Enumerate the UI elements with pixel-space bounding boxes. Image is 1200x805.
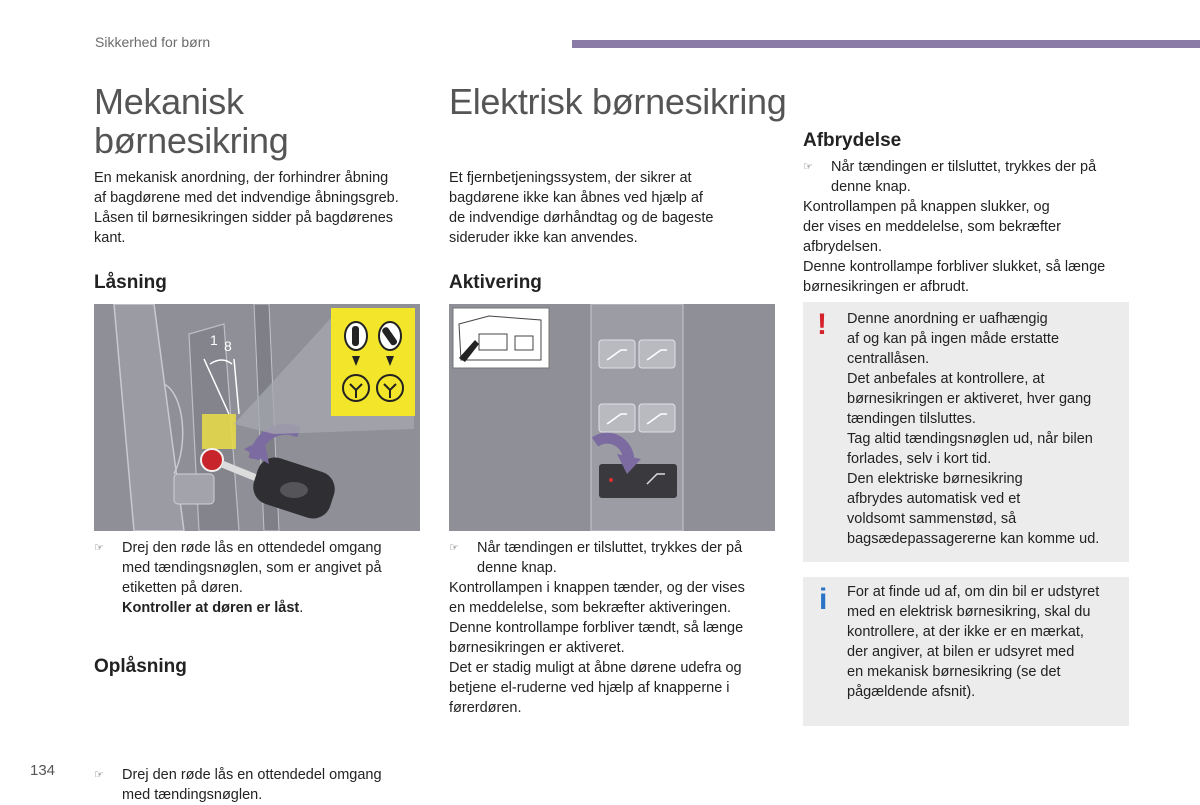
intro-line: bagdørene ikke kan åbnes ved hjælp af — [449, 190, 703, 206]
intro-line: af bagdørene med det indvendige åbningsgreb. — [94, 190, 399, 206]
instruction-line: etiketten på døren. — [122, 580, 243, 596]
mechanical-intro — [94, 168, 434, 248]
deactivation-instruction — [803, 157, 1153, 197]
intro-line: sideruder ikke kan anvendes. — [449, 230, 638, 246]
warning-line: tændingen tilsluttes. — [847, 411, 976, 427]
instruction-line: denne knap. — [477, 560, 557, 576]
warning-line: Denne anordning er uafhængig — [847, 311, 1048, 327]
info-line: med en elektrisk børnesikring, skal du — [847, 604, 1091, 620]
exclamation-icon: ! — [817, 308, 827, 341]
intro-line: En mekanisk anordning, der forhindrer åbning — [94, 170, 389, 186]
locking-instruction — [94, 538, 452, 618]
activation-line: Kontrollampen i knappen tænder, og der vises — [449, 580, 745, 596]
mechanical-title-line1: Mekanisk — [94, 81, 244, 122]
info-line: en mekanisk børnesikring (se det — [847, 664, 1061, 680]
activation-line: Det er stadig muligt at åbne dørene udefra og — [449, 660, 742, 676]
instruction-line: med tændingsnøglen. — [122, 787, 263, 803]
info-line: der angiver, at bilen er udsyret med — [847, 644, 1075, 660]
deactivation-text — [803, 157, 1153, 297]
intro-line: de indvendige dørhåndtag og de bageste — [449, 210, 714, 226]
info-line: kontrollere, at der ikke er en mærkat, — [847, 624, 1084, 640]
check-locked-note — [122, 598, 452, 618]
page-number: 134 — [30, 762, 56, 779]
locking-heading: Låsning — [94, 272, 167, 293]
warning-line: Tag altid tændingsnøglen ud, når bilen — [847, 431, 1093, 447]
activation-line: betjene el-ruderne ved hjælp af knapperne i — [449, 680, 730, 696]
electric-intro — [449, 168, 789, 248]
intro-line: kant. — [94, 230, 126, 246]
activation-heading: Aktivering — [449, 272, 542, 293]
pointing-hand-icon: ☞ — [94, 542, 104, 554]
fraction-label-eight: 8 — [224, 338, 232, 354]
warning-text — [847, 309, 1122, 549]
activation-text — [449, 538, 789, 718]
activation-instruction — [449, 538, 789, 578]
warning-line: bagsædepassagererne kan komme ud. — [847, 531, 1100, 547]
header-bar — [572, 40, 1200, 48]
pointing-hand-icon: ☞ — [803, 161, 813, 173]
electric-title: Elektrisk børnesikring — [449, 81, 787, 122]
info-text — [847, 582, 1125, 702]
check-locked-bold: Kontroller at døren er låst — [122, 600, 300, 616]
instruction-line: Drej den røde lås en ottendedel omgang — [122, 540, 382, 556]
deactivation-heading: Afbrydelse — [803, 130, 902, 151]
warning-line: Det anbefales at kontrollere, at — [847, 371, 1045, 387]
warning-line: Den elektriske børnesikring — [847, 471, 1023, 487]
info-line: pågældende afsnit). — [847, 684, 976, 700]
fraction-label-one: 1 — [210, 332, 218, 348]
info-box — [803, 577, 1129, 726]
info-icon: i — [819, 583, 828, 616]
instruction-line: Drej den røde lås en ottendedel omgang — [122, 767, 382, 783]
instruction-line: Når tændingen er tilsluttet, trykkes der på — [477, 540, 743, 556]
intro-line: Låsen til børnesikringen sidder på bagdørenes — [94, 210, 394, 226]
activation-line: en meddelelse, som bekræfter aktiveringen. — [449, 600, 732, 616]
warning-line: centrallåsen. — [847, 351, 930, 367]
deactivation-line: børnesikringen er afbrudt. — [803, 279, 970, 295]
deactivation-line: Kontrollampen på knappen slukker, og — [803, 199, 1050, 215]
door-switch-illustration — [449, 304, 775, 531]
mechanical-title — [94, 82, 288, 160]
door-switch-drawing — [449, 304, 775, 531]
warning-line: af og kan på ingen måde erstatte — [847, 331, 1060, 347]
intro-line: Et fjernbetjeningssystem, der sikrer at — [449, 170, 692, 186]
warning-line: afbrydes automatisk ved et — [847, 491, 1021, 507]
door-lock-drawing — [94, 304, 420, 531]
check-locked-end: . — [299, 600, 304, 616]
activation-line: børnesikringen er aktiveret. — [449, 640, 625, 656]
unlocking-heading: Oplåsning — [94, 656, 187, 677]
mechanical-title-line2: børnesikring — [94, 120, 289, 161]
section-title: Sikkerhed for børn — [95, 34, 211, 50]
warning-box — [803, 302, 1129, 562]
warning-line: børnesikringen er aktiveret, hver gang — [847, 391, 1092, 407]
door-lock-illustration — [94, 304, 420, 531]
instruction-line: Når tændingen er tilsluttet, trykkes der på — [831, 159, 1097, 175]
warning-line: forlades, selv i kort tid. — [847, 451, 992, 467]
deactivation-line: Denne kontrollampe forbliver slukket, så længe — [803, 259, 1106, 275]
deactivation-line: der vises en meddelelse, som bekræfter — [803, 219, 1061, 235]
pointing-hand-icon: ☞ — [449, 542, 459, 554]
instruction-line: med tændingsnøglen, som er angivet på — [122, 560, 382, 576]
activation-line: førerdøren. — [449, 700, 522, 716]
warning-line: voldsomt sammenstød, så — [847, 511, 1017, 527]
pointing-hand-icon: ☞ — [94, 769, 104, 781]
unlocking-instruction — [94, 765, 452, 805]
deactivation-line: afbrydelsen. — [803, 239, 882, 255]
instruction-line: denne knap. — [831, 179, 911, 195]
info-line: For at finde ud af, om din bil er udstyret — [847, 584, 1100, 600]
activation-line: Denne kontrollampe forbliver tændt, så længe — [449, 620, 744, 636]
